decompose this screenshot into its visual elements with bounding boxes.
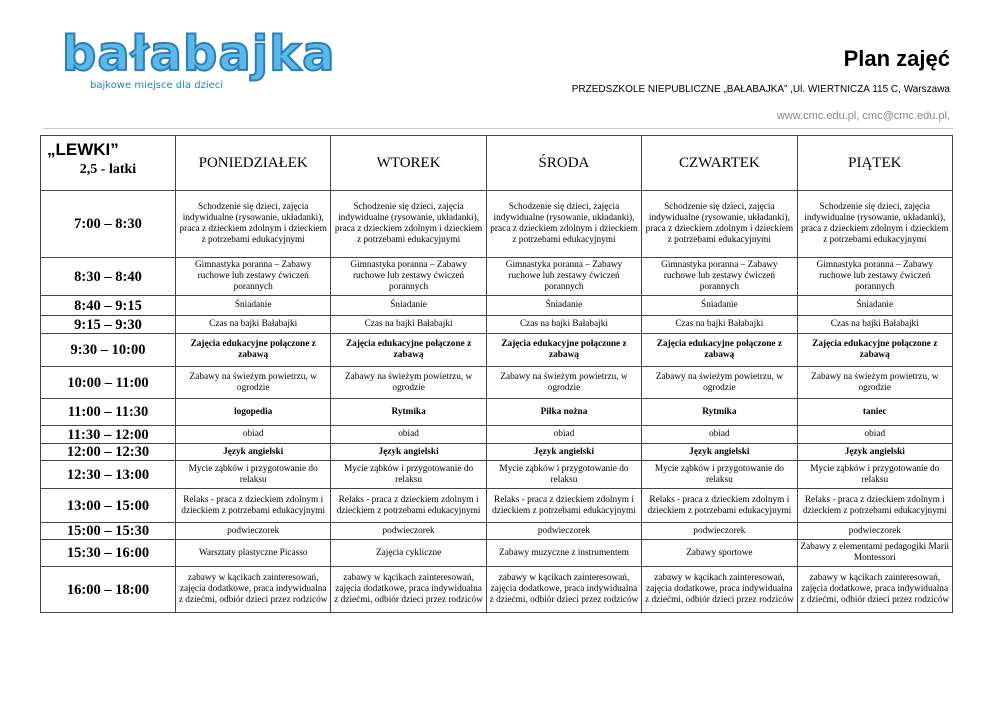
table-row xyxy=(41,296,953,316)
activity-cell: Mycie ząbków i przygotowanie do relaksu xyxy=(486,461,641,489)
logo-tagline: bajkowe miejsce dla dzieci xyxy=(90,80,224,91)
time-slot: 8:40 – 9:15 xyxy=(41,296,176,316)
activity-cell: Czas na bajki Bałabajki xyxy=(176,316,331,334)
activity-cell: Śniadanie xyxy=(797,296,952,316)
activity-cell: Język angielski xyxy=(797,444,952,461)
activity-cell: Mycie ząbków i przygotowanie do relaksu xyxy=(642,461,797,489)
activity-cell: Śniadanie xyxy=(331,296,486,316)
activity-cell: Relaks - praca z dzieckiem zdolnym i dzieckiem z potrzebami edukacyjnymi xyxy=(642,489,797,523)
address: PRZEDSZKOLE NIEPUBLICZNE „BAŁABAJKA” ,Ul. WIERTNICZA 115 C, Warszawa xyxy=(571,84,950,95)
group-name: „LEWKI” xyxy=(47,140,119,159)
time-slot: 13:00 – 15:00 xyxy=(41,489,176,523)
activity-cell: Zabawy na świeżym powietrzu, w ogrodzie xyxy=(797,367,952,399)
activity-cell: Schodzenie się dzieci, zajęcia indywidualne (rysowanie, układanki), praca z dzieckiem zdolnym i dzieckiem z potrzebami edukacyjnymi xyxy=(331,191,486,258)
day-header: WTOREK xyxy=(331,136,486,191)
time-slot: 12:30 – 13:00 xyxy=(41,461,176,489)
group-header xyxy=(41,136,176,191)
activity-cell: obiad xyxy=(642,426,797,444)
table-row xyxy=(41,334,953,367)
activity-cell: Mycie ząbków i przygotowanie do relaksu xyxy=(797,461,952,489)
time-slot: 11:00 – 11:30 xyxy=(41,399,176,426)
activity-cell: Zajęcia edukacyjne połączone z zabawą xyxy=(797,334,952,367)
activity-cell: taniec xyxy=(797,399,952,426)
time-slot: 9:15 – 9:30 xyxy=(41,316,176,334)
activity-cell: Zajęcia edukacyjne połączone z zabawą xyxy=(331,334,486,367)
logo-wordmark: bałabajka xyxy=(62,26,336,82)
activity-cell: Zabawy na świeżym powietrzu, w ogrodzie xyxy=(176,367,331,399)
table-header-row xyxy=(41,136,953,191)
activity-cell: Schodzenie się dzieci, zajęcia indywidualne (rysowanie, układanki), praca z dzieckiem zdolnym i dzieckiem z potrzebami edukacyjnymi xyxy=(176,191,331,258)
day-header: PIĄTEK xyxy=(797,136,952,191)
activity-cell: Język angielski xyxy=(642,444,797,461)
table-row xyxy=(41,258,953,296)
activity-cell: obiad xyxy=(176,426,331,444)
logo xyxy=(62,26,336,100)
group-age: 2,5 - latki xyxy=(79,162,137,177)
activity-cell: Gimnastyka poranna – Zabawy ruchowe lub zestawy ćwiczeń porannych xyxy=(642,258,797,296)
table-row xyxy=(41,399,953,426)
activity-cell: Rytmika xyxy=(331,399,486,426)
time-slot: 7:00 – 8:30 xyxy=(41,191,176,258)
activity-cell: Mycie ząbków i przygotowanie do relaksu xyxy=(331,461,486,489)
activity-cell: Zajęcia cykliczne xyxy=(331,540,486,567)
activity-cell: Zabawy sportowe xyxy=(642,540,797,567)
activity-cell: Zabawy na świeżym powietrzu, w ogrodzie xyxy=(331,367,486,399)
day-header: CZWARTEK xyxy=(642,136,797,191)
activity-cell: Czas na bajki Bałabajki xyxy=(797,316,952,334)
time-slot: 15:30 – 16:00 xyxy=(41,540,176,567)
activity-cell: Śniadanie xyxy=(642,296,797,316)
activity-cell: Relaks - praca z dzieckiem zdolnym i dzieckiem z potrzebami edukacyjnymi xyxy=(176,489,331,523)
activity-cell: logopedia xyxy=(176,399,331,426)
activity-cell: obiad xyxy=(797,426,952,444)
table-row xyxy=(41,540,953,567)
website-contact: www.cmc.edu.pl, cmc@cmc.edu.pl, xyxy=(776,110,950,122)
activity-cell: Mycie ząbków i przygotowanie do relaksu xyxy=(176,461,331,489)
activity-cell: podwieczorek xyxy=(797,523,952,540)
time-slot: 11:30 – 12:00 xyxy=(41,426,176,444)
table-row xyxy=(41,461,953,489)
activity-cell: Zabawy na świeżym powietrzu, w ogrodzie xyxy=(486,367,641,399)
activity-cell: Czas na bajki Bałabajki xyxy=(642,316,797,334)
activity-cell: podwieczorek xyxy=(486,523,641,540)
header-divider xyxy=(43,128,953,129)
activity-cell: zabawy w kącikach zainteresowań, zajęcia dodatkowe, praca indywidualna z dziećmi, odbiór dzieci przez rodziców xyxy=(331,567,486,613)
time-slot: 16:00 – 18:00 xyxy=(41,567,176,613)
activity-cell: Relaks - praca z dzieckiem zdolnym i dzieckiem z potrzebami edukacyjnymi xyxy=(486,489,641,523)
activity-cell: Schodzenie się dzieci, zajęcia indywidualne (rysowanie, układanki), praca z dzieckiem zdolnym i dzieckiem z potrzebami edukacyjnymi xyxy=(486,191,641,258)
activity-cell: obiad xyxy=(331,426,486,444)
activity-cell: zabawy w kącikach zainteresowań, zajęcia dodatkowe, praca indywidualna z dziećmi, odbiór dzieci przez rodziców xyxy=(176,567,331,613)
activity-cell: zabawy w kącikach zainteresowań, zajęcia dodatkowe, praca indywidualna z dziećmi, odbiór dzieci przez rodziców xyxy=(797,567,952,613)
time-slot: 8:30 – 8:40 xyxy=(41,258,176,296)
activity-cell: Rytmika xyxy=(642,399,797,426)
activity-cell: zabawy w kącikach zainteresowań, zajęcia dodatkowe, praca indywidualna z dziećmi, odbiór dzieci przez rodziców xyxy=(642,567,797,613)
time-slot: 12:00 – 12:30 xyxy=(41,444,176,461)
table-row xyxy=(41,489,953,523)
activity-cell: Język angielski xyxy=(331,444,486,461)
table-row xyxy=(41,567,953,613)
activity-cell: Język angielski xyxy=(176,444,331,461)
activity-cell: Śniadanie xyxy=(176,296,331,316)
activity-cell: obiad xyxy=(486,426,641,444)
activity-cell: Gimnastyka poranna – Zabawy ruchowe lub zestawy ćwiczeń porannych xyxy=(176,258,331,296)
activity-cell: Schodzenie się dzieci, zajęcia indywidualne (rysowanie, układanki), praca z dzieckiem zdolnym i dzieckiem z potrzebami edukacyjnymi xyxy=(797,191,952,258)
activity-cell: Relaks - praca z dzieckiem zdolnym i dzieckiem z potrzebami edukacyjnymi xyxy=(331,489,486,523)
activity-cell: podwieczorek xyxy=(331,523,486,540)
schedule-table xyxy=(40,135,953,613)
table-row xyxy=(41,316,953,334)
activity-cell: Warsztaty plastyczne Picasso xyxy=(176,540,331,567)
time-slot: 9:30 – 10:00 xyxy=(41,334,176,367)
activity-cell: Gimnastyka poranna – Zabawy ruchowe lub zestawy ćwiczeń porannych xyxy=(331,258,486,296)
page-title: Plan zajęć xyxy=(843,46,950,71)
table-row xyxy=(41,444,953,461)
activity-cell: Czas na bajki Bałabajki xyxy=(486,316,641,334)
activity-cell: Zajęcia edukacyjne połączone z zabawą xyxy=(176,334,331,367)
activity-cell: Zajęcia edukacyjne połączone z zabawą xyxy=(486,334,641,367)
table-row xyxy=(41,191,953,258)
activity-cell: Relaks - praca z dzieckiem zdolnym i dzieckiem z potrzebami edukacyjnymi xyxy=(797,489,952,523)
day-header: ŚRODA xyxy=(486,136,641,191)
table-row xyxy=(41,426,953,444)
activity-cell: Piłka nożna xyxy=(486,399,641,426)
table-row xyxy=(41,523,953,540)
activity-cell: Śniadanie xyxy=(486,296,641,316)
activity-cell: Zabawy z elementami pedagogiki Marii Montessori xyxy=(797,540,952,567)
activity-cell: podwieczorek xyxy=(176,523,331,540)
activity-cell: zabawy w kącikach zainteresowań, zajęcia dodatkowe, praca indywidualna z dziećmi, odbiór dzieci przez rodziców xyxy=(486,567,641,613)
table-row xyxy=(41,367,953,399)
time-slot: 15:00 – 15:30 xyxy=(41,523,176,540)
day-header: PONIEDZIAŁEK xyxy=(176,136,331,191)
time-slot: 10:00 – 11:00 xyxy=(41,367,176,399)
activity-cell: Gimnastyka poranna – Zabawy ruchowe lub zestawy ćwiczeń porannych xyxy=(486,258,641,296)
activity-cell: Zajęcia edukacyjne połączone z zabawą xyxy=(642,334,797,367)
activity-cell: podwieczorek xyxy=(642,523,797,540)
activity-cell: Schodzenie się dzieci, zajęcia indywidualne (rysowanie, układanki), praca z dzieckiem zdolnym i dzieckiem z potrzebami edukacyjnymi xyxy=(642,191,797,258)
activity-cell: Czas na bajki Bałabajki xyxy=(331,316,486,334)
activity-cell: Zabawy muzyczne z instrumentem xyxy=(486,540,641,567)
activity-cell: Zabawy na świeżym powietrzu, w ogrodzie xyxy=(642,367,797,399)
activity-cell: Język angielski xyxy=(486,444,641,461)
activity-cell: Gimnastyka poranna – Zabawy ruchowe lub zestawy ćwiczeń porannych xyxy=(797,258,952,296)
